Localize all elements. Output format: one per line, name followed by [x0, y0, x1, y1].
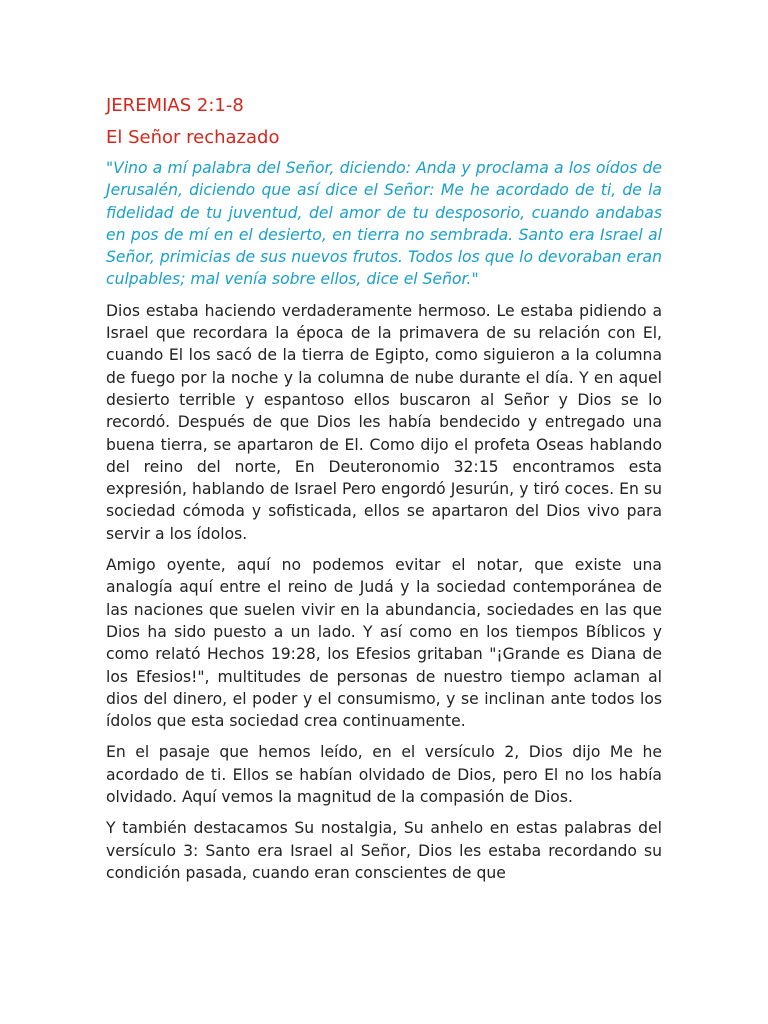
body-paragraph-3: En el pasaje que hemos leído, en el versículo 2, Dios dijo Me he acordado de ti. Ellos se habían olvidado de Dios, pero El no los había olvidado. Aquí vemos la magnitud de la compasión de Dios.	[106, 743, 662, 807]
body-paragraph-4: Y también destacamos Su nostalgia, Su anhelo en estas palabras del versículo 3: Santo era Israel al Señor, Dios les estaba recordando su condición pasada, cuando eran conscientes de que	[106, 819, 662, 882]
body-paragraph-2: Amigo oyente, aquí no podemos evitar el notar, que existe una analogía aquí entre el reino de Judá y la sociedad contemporánea de las naciones que suelen vivir en la abundancia, sociedades en las que Dios ha sido puesto a un lado. Y así como en los tiempos Bíblicos y como relató Hechos 19:28, los Efesios gritaban "¡Grande es Diana de los Efesios!", multitudes de personas de nuestro tiempo aclaman al dios del dinero, el poder y el consumismo, y se inclinan ante todos los ídolos que esta sociedad crea continuamente.	[106, 556, 662, 731]
body-paragraph-1: Dios estaba haciendo verdaderamente hermoso. Le estaba pidiendo a Israel que recordara la época de la primavera de su relación con El, cuando El los sacó de la tierra de Egipto, como siguieron a la columna de fuego por la noche y la columna de nube durante el día. Y en aquel desierto terrible y espantoso ellos buscaron al Señor y Dios se lo recordó. Después de que Dios les había bendecido y entregado una buena tierra, se apartaron de El. Como dijo el profeta Oseas hablando del reino del norte, En Deuteronomio 32:15 encontramos esta expresión, hablando de Israel Pero engordó Jesurún, y tiró coces. En su sociedad cómoda y sofisticada, ellos se apartaron del Dios vivo para servir a los ídolos.	[106, 301, 662, 543]
scripture-reference: JEREMIAS 2:1-8	[106, 95, 244, 116]
page-title: El Señor rechazado	[106, 127, 280, 148]
scripture-quote: "Vino a mí palabra del Señor, diciendo: Anda y proclama a los oídos de Jerusalén, diciendo que así dice el Señor: Me he acordado de ti, de la fidelidad de tu juventud, del amor de tu desposorio, cuando andabas en pos de mí en el desierto, en tierra no sembrada. Santo era Israel al Señor, primicias de sus nuevos frutos. Todos los que lo devoraban eran culpables; mal venía sobre ellos, dice el Señor."	[106, 159, 662, 289]
